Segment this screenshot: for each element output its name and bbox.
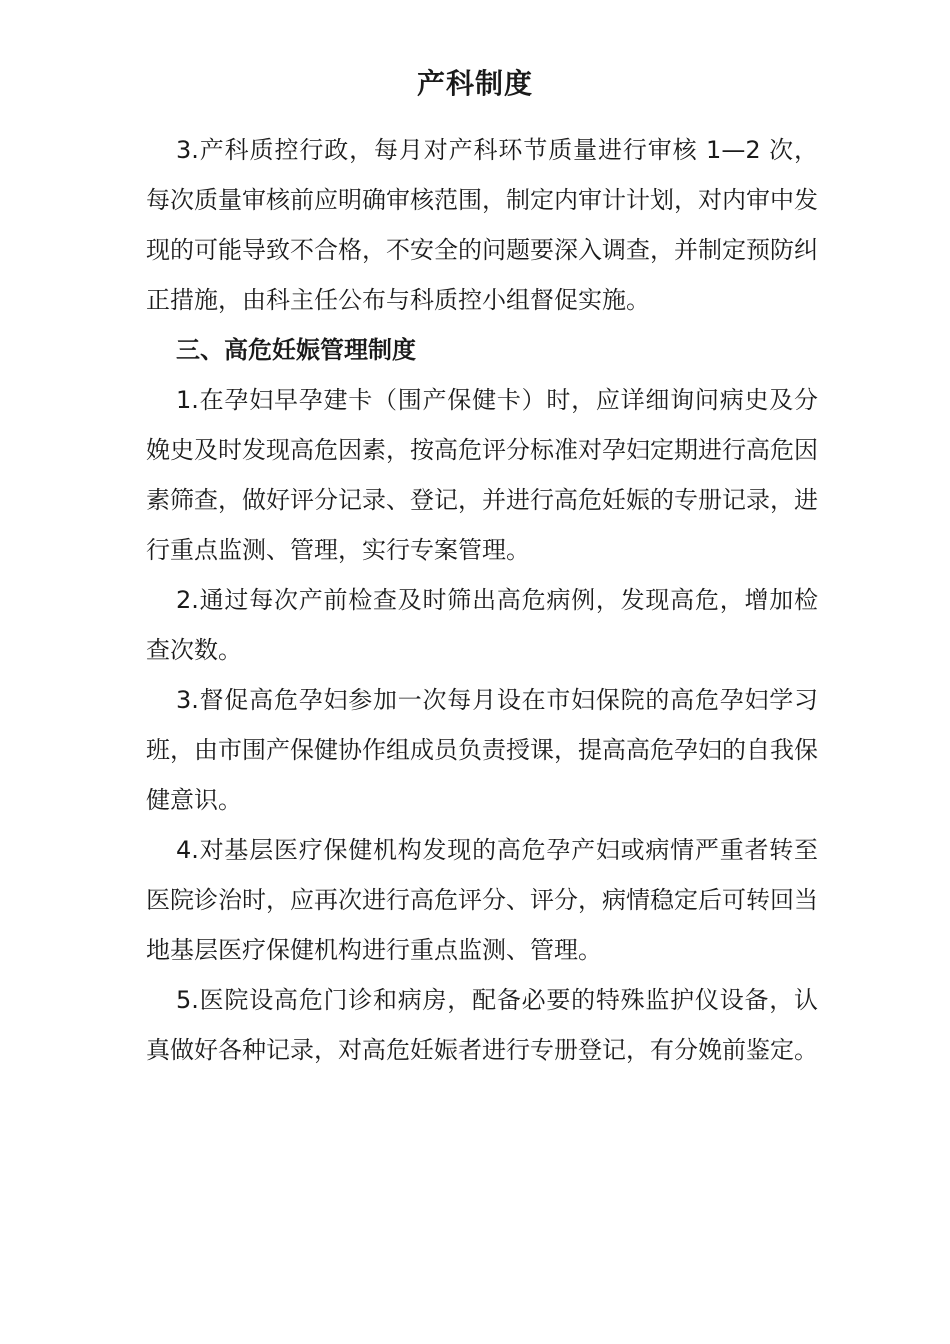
paragraph-item-1: 1.在孕妇早孕建卡（围产保健卡）时，应详细询问病史及分娩史及时发现高危因素，按高危评分标准对孕妇定期进行高危因素筛查，做好评分记录、登记，并进行高危妊娠的专册记录，进行重点监测、管理，实行专案管理。: [146, 386, 818, 564]
document-body: [146, 125, 818, 1075]
paragraph-item-5: 5.医院设高危门诊和病房，配备必要的特殊监护仪设备，认真做好各种记录，对高危妊娠者进行专册登记，有分娩前鉴定。: [146, 986, 818, 1064]
section-heading: 三、高危妊娠管理制度: [176, 336, 416, 364]
paragraph-item-3: 3.督促高危孕妇参加一次每月设在市妇保院的高危孕妇学习班，由市围产保健协作组成员负责授课，提高高危孕妇的自我保健意识。: [146, 686, 818, 814]
paragraph-item-4: 4.对基层医疗保健机构发现的高危孕产妇或病情严重者转至医院诊治时，应再次进行高危评分、评分，病情稳定后可转回当地基层医疗保健机构进行重点监测、管理。: [146, 836, 818, 964]
paragraph-item-2: 2.通过每次产前检查及时筛出高危病例，发现高危，增加检查次数。: [146, 586, 818, 664]
paragraph-quality-control: 3.产科质控行政，每月对产科环节质量进行审核 1—2 次，每次质量审核前应明确审核范围，制定内审计计划，对内审中发现的可能导致不合格，不安全的问题要深入调查，并制定预防纠正措施，由科主任公布与科质控小组督促实施。: [146, 136, 818, 314]
document-title: 产科制度: [416, 67, 533, 100]
